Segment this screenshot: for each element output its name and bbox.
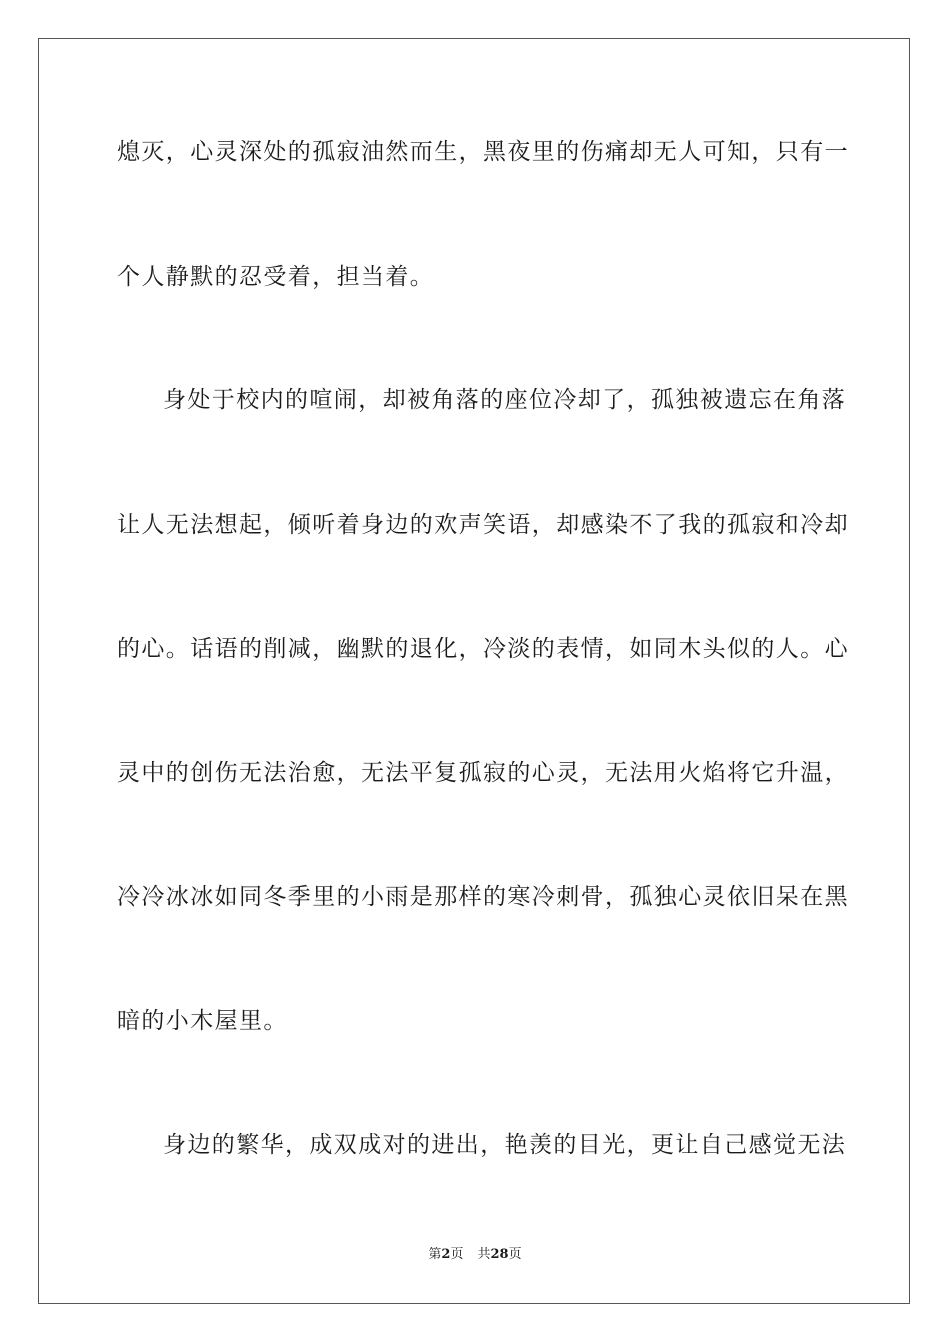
- text-line-6: 灵中的创伤无法治愈，无法平复孤寂的心灵，无法用火焰将它升温，: [117, 760, 849, 786]
- total-pages: 28: [490, 1247, 509, 1262]
- page-suffix: 页: [450, 1247, 464, 1262]
- page-border: [38, 38, 910, 1304]
- page-footer: [0, 1246, 950, 1264]
- text-line-2: 个人静默的忍受着，担当着。: [117, 264, 435, 290]
- text-line-3: 身处于校内的喧闹，却被角落的座位冷却了，孤独被遗忘在角落: [163, 387, 847, 413]
- text-line-4: 让人无法想起，倾听着身边的欢声笑语，却感染不了我的孤寂和冷却: [117, 512, 849, 538]
- total-prefix: 共: [477, 1247, 491, 1262]
- total-suffix: 页: [508, 1247, 522, 1262]
- text-line-9: 身边的繁华，成双成对的进出，艳羡的目光，更让自己感觉无法: [163, 1132, 847, 1158]
- text-line-7: 冷冷冰冰如同冬季里的小雨是那样的寒冷刺骨，孤独心灵依旧呆在黑: [117, 884, 849, 910]
- text-line-1: 熄灭，心灵深处的孤寂油然而生，黑夜里的伤痛却无人可知，只有一: [117, 139, 849, 165]
- page-number: 2: [441, 1247, 451, 1262]
- page-prefix: 第: [428, 1247, 442, 1262]
- text-line-8: 暗的小木屋里。: [117, 1008, 288, 1034]
- text-line-5: 的心。话语的削减，幽默的退化，冷淡的表情，如同木头似的人。心: [117, 636, 849, 662]
